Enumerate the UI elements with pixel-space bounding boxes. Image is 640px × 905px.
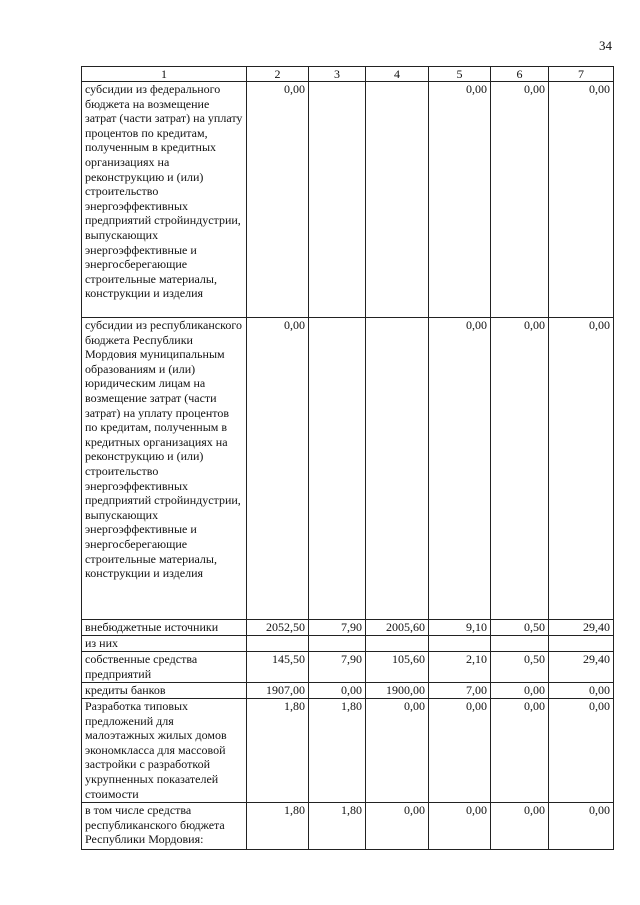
cell-value xyxy=(429,636,491,652)
table-row xyxy=(82,683,614,699)
cell-value: 0,50 xyxy=(491,652,549,683)
cell-value: 0,00 xyxy=(491,803,549,850)
table-row xyxy=(82,652,614,683)
header-row xyxy=(82,67,614,82)
cell-value: 2005,60 xyxy=(366,620,429,636)
cell-value: 2,10 xyxy=(429,652,491,683)
cell-value xyxy=(491,636,549,652)
table-row xyxy=(82,803,614,850)
column-header: 4 xyxy=(366,67,429,82)
cell-value xyxy=(309,82,366,318)
cell-value xyxy=(309,318,366,620)
column-header: 3 xyxy=(309,67,366,82)
cell-value: 0,00 xyxy=(549,683,614,699)
cell-value: 0,00 xyxy=(366,699,429,803)
table-row xyxy=(82,636,614,652)
cell-value: 0,00 xyxy=(429,82,491,318)
cell-value: 145,50 xyxy=(247,652,309,683)
cell-value: 1,80 xyxy=(309,699,366,803)
row-label: субсидии из республиканского бюджета Республики Мордовия муниципальным образованиям и (или) юридическим лицам на возмещение затрат (части затрат) на уплату процентов по кредитам, полученным в кредитных организациях на реконструкцию и (или) строительство энергоэффективных предприятий стройиндустрии, выпускающих энергоэффективные и энергосберегающие строительные материалы, конструкции и изделия xyxy=(82,318,247,620)
cell-value: 0,00 xyxy=(491,318,549,620)
cell-value: 1,80 xyxy=(247,803,309,850)
column-header: 5 xyxy=(429,67,491,82)
column-header: 1 xyxy=(82,67,247,82)
cell-value: 0,00 xyxy=(549,803,614,850)
cell-value: 0,00 xyxy=(549,318,614,620)
cell-value xyxy=(549,636,614,652)
cell-value: 0,00 xyxy=(429,318,491,620)
row-label: субсидии из федерального бюджета на возмещение затрат (части затрат) на уплату процентов по кредитам, полученным в кредитных организациях на реконструкцию и (или) строительство энергоэффективных предприятий стройиндустрии, выпускающих энергоэффективные и энергосберегающие строительные материалы, конструкции и изделия xyxy=(82,82,247,318)
cell-value: 0,00 xyxy=(366,803,429,850)
cell-value: 1,80 xyxy=(309,803,366,850)
column-header: 7 xyxy=(549,67,614,82)
cell-value: 0,00 xyxy=(491,683,549,699)
cell-value: 0,00 xyxy=(309,683,366,699)
cell-value: 7,90 xyxy=(309,620,366,636)
cell-value: 0,00 xyxy=(247,318,309,620)
cell-value: 1907,00 xyxy=(247,683,309,699)
cell-value: 7,90 xyxy=(309,652,366,683)
row-label: собственные средства предприятий xyxy=(82,652,247,683)
cell-value: 0,50 xyxy=(491,620,549,636)
table-row xyxy=(82,82,614,318)
cell-value: 0,00 xyxy=(491,82,549,318)
cell-value: 0,00 xyxy=(429,803,491,850)
cell-value xyxy=(247,636,309,652)
page-number: 34 xyxy=(599,38,612,53)
cell-value: 7,00 xyxy=(429,683,491,699)
cell-value: 0,00 xyxy=(491,699,549,803)
cell-value xyxy=(366,318,429,620)
cell-value: 0,00 xyxy=(549,699,614,803)
cell-value: 29,40 xyxy=(549,620,614,636)
table-row xyxy=(82,318,614,620)
cell-value: 29,40 xyxy=(549,652,614,683)
cell-value: 1900,00 xyxy=(366,683,429,699)
row-label: внебюджетные источники xyxy=(82,620,247,636)
cell-value xyxy=(309,636,366,652)
column-header: 2 xyxy=(247,67,309,82)
row-label: Разработка типовых предложений для малоэтажных жилых домов экономкласса для массовой застройки с разработкой укрупненных показателей стоимости xyxy=(82,699,247,803)
cell-value: 2052,50 xyxy=(247,620,309,636)
cell-value: 1,80 xyxy=(247,699,309,803)
column-header: 6 xyxy=(491,67,549,82)
row-label: из них xyxy=(82,636,247,652)
table-row xyxy=(82,699,614,803)
row-label: в том числе средства республиканского бюджета Республики Мордовия: xyxy=(82,803,247,850)
cell-value: 0,00 xyxy=(549,82,614,318)
cell-value: 0,00 xyxy=(429,699,491,803)
cell-value: 105,60 xyxy=(366,652,429,683)
table-row xyxy=(82,620,614,636)
cell-value xyxy=(366,82,429,318)
cell-value: 9,10 xyxy=(429,620,491,636)
row-label: кредиты банков xyxy=(82,683,247,699)
cell-value: 0,00 xyxy=(247,82,309,318)
cell-value xyxy=(366,636,429,652)
budget-table xyxy=(81,66,614,850)
